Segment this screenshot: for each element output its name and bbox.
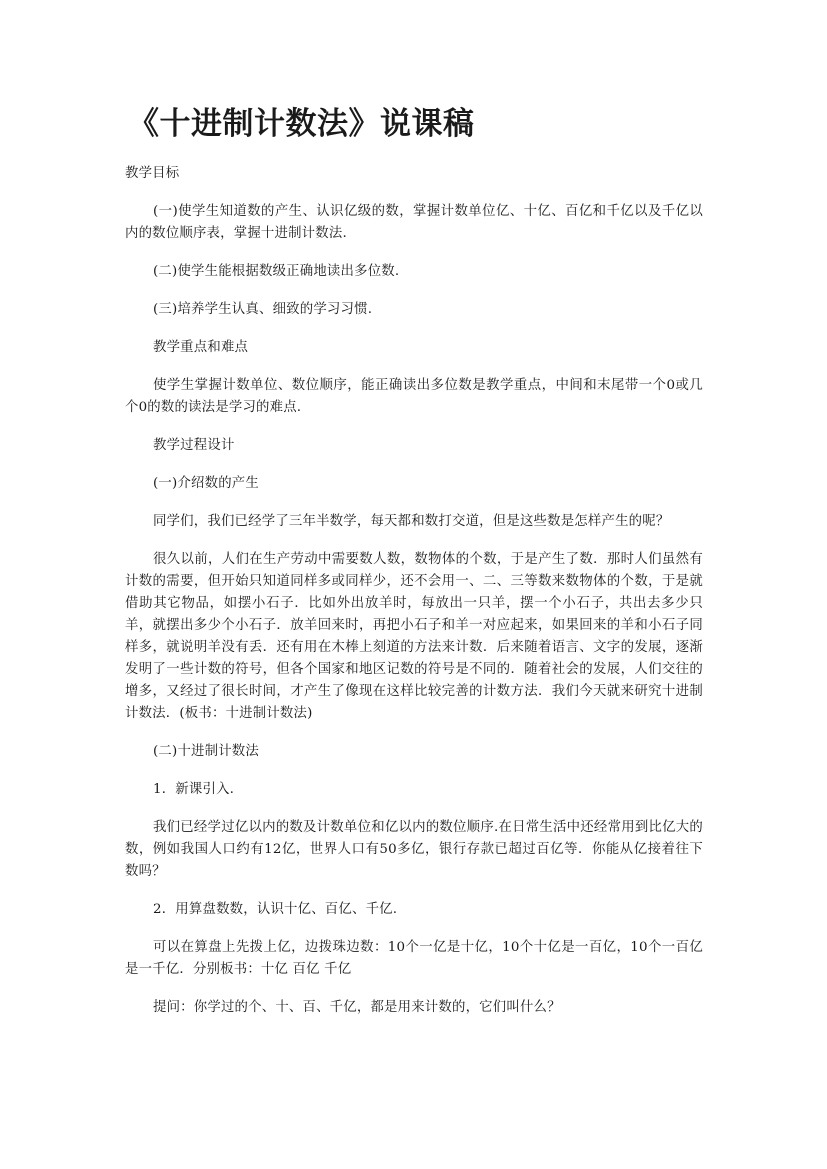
objective-paragraph-2: (二)使学生能根据数级正确地读出多位数. bbox=[153, 264, 400, 279]
question-paragraph: 提问：你学过的个、十、百、千亿，都是用来计数的，它们叫什么？ bbox=[153, 1000, 561, 1015]
subsection-heading-decimal: (二)十进制计数法 bbox=[153, 744, 259, 759]
objective-paragraph-3: (三)培养学生认真、细致的学习习惯. bbox=[153, 302, 373, 317]
section-heading-process: 教学过程设计 bbox=[153, 438, 235, 453]
origin-paragraph-history: 很久以前，人们在生产劳动中需要数人数，数物体的个数，于是产生了数．那时人们虽然有计数的需要，但开始只知道同样多或同样少，还不会用一、二、三等数来数物体的个数，于是就借助其它物品，如摆小石子．比如外出放羊时，每放出一只羊，摆一个小石子，共出去多少只羊，就摆出多少个小石子．放羊回来时，再把小石子和羊一对应起来，如果回来的羊和小石子同样多，就说明羊没有丢．还有用在木棒上刻道的方法来计数．后来随着语言、文字的发展，逐渐发明了一些计数的符号，但各个国家和地区记数的符号是不同的．随着社会的发展，人们交往的增多，又经过了很长时间，才产生了像现在这样比较完善的计数方法．我们今天就来研究十进制计数法．(板书：十进制计数法) bbox=[125, 552, 703, 721]
section-heading-key-points: 教学重点和难点 bbox=[153, 340, 249, 355]
intro-paragraph: 我们已经学过亿以内的数及计数单位和亿以内的数位顺序.在日常生活中还经常用到比亿大的数，例如我国人口约有12亿，世界人口有50多亿，银行存款已超过百亿等．你能从亿接着往下数吗？ bbox=[125, 820, 703, 879]
section-heading-objectives: 教学目标 bbox=[125, 166, 180, 181]
step-heading-intro: 1．新课引入. bbox=[153, 782, 235, 797]
abacus-paragraph: 可以在算盘上先拨上亿，边拨珠边数：10个一亿是十亿，10个十亿是一百亿，10个一百亿是一千亿．分别板书：十亿 百亿 千亿 bbox=[125, 940, 703, 977]
origin-paragraph-intro: 同学们，我们已经学了三年半数学，每天都和数打交道，但是这些数是怎样产生的呢？ bbox=[153, 514, 670, 529]
key-points-paragraph: 使学生掌握计数单位、数位顺序，能正确读出多位数是教学重点，中间和末尾带一个0或几个0的数的读法是学习的难点. bbox=[125, 378, 703, 415]
step-heading-abacus: 2．用算盘数数，认识十亿、百亿、千亿. bbox=[153, 902, 398, 917]
objective-paragraph-1: (一)使学生知道数的产生、认识亿级的数，掌握计数单位亿、十亿、百亿和千亿以及千亿以内的数位顺序表，掌握十进制计数法. bbox=[125, 204, 703, 241]
subsection-heading-origin: (一)介绍数的产生 bbox=[153, 476, 259, 491]
document-body bbox=[125, 163, 703, 1035]
document-title: 《十进制计数法》说课稿 bbox=[128, 106, 475, 142]
